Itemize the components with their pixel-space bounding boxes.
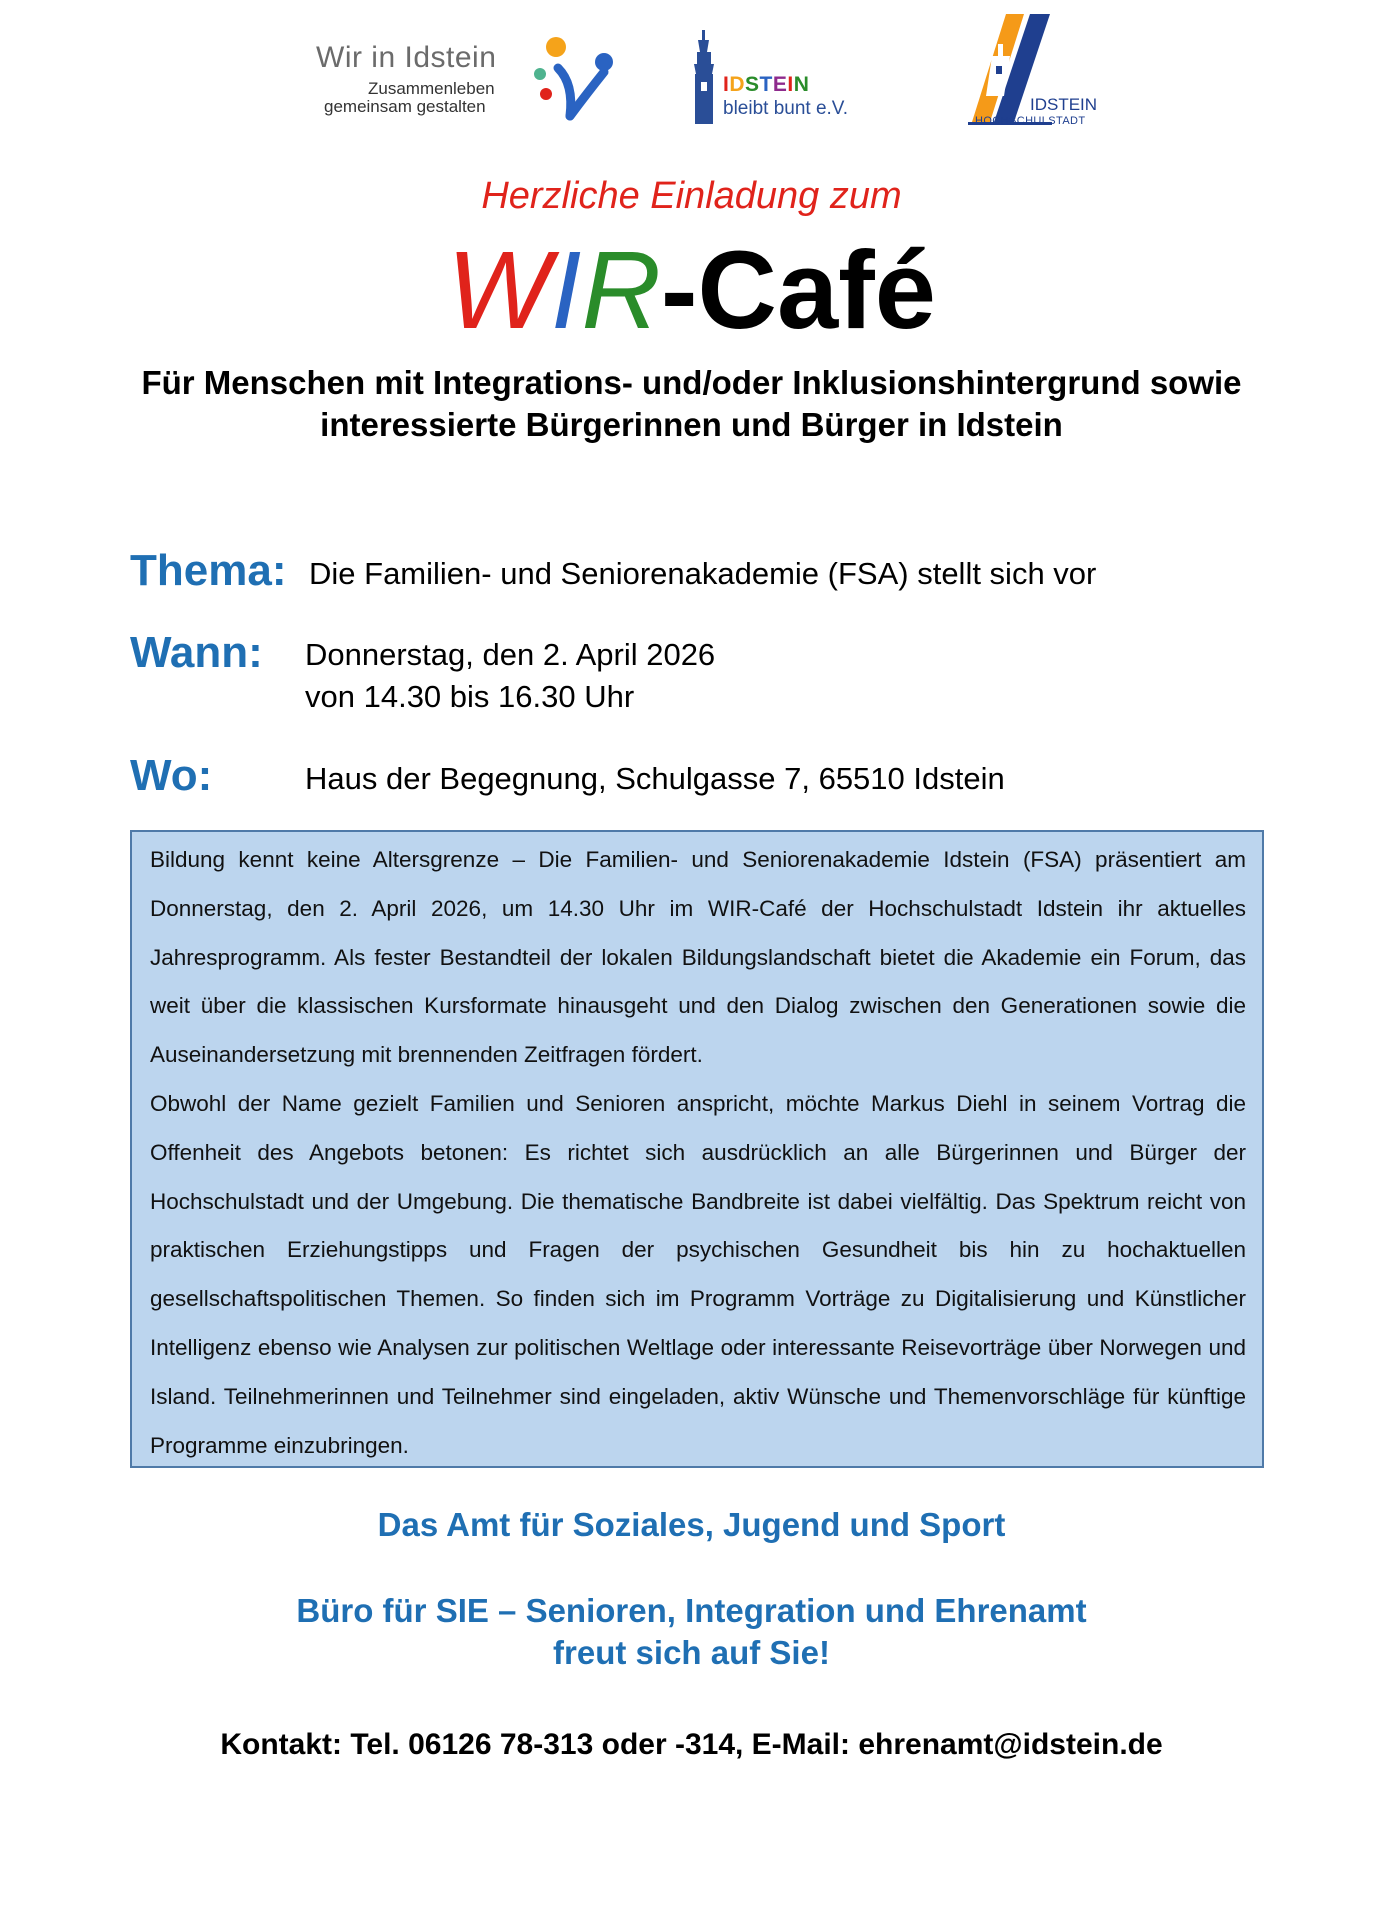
invitation-heading: Herzliche Einladung zum	[481, 175, 902, 217]
logo-wir-in-idstein-name: Wir in Idstein	[316, 41, 497, 74]
title-cafe: -Café	[660, 229, 936, 352]
wann-date: Donnerstag, den 2. April 2026	[305, 637, 716, 672]
title-letter-w: W	[447, 229, 551, 352]
audience-text: Für Menschen mit Integrations- und/oder Inklusionshintergrund sowie interessierte Bürgerinnen und Bürger in Idstein	[141, 364, 1242, 443]
wir-cafe-title	[0, 226, 1383, 356]
logo-wir-in-idstein	[316, 36, 616, 126]
wann-value	[305, 634, 715, 718]
logo-wir-in-idstein-line2: gemeinsam gestalten	[324, 97, 486, 116]
thema-label: Thema:	[130, 546, 287, 595]
logo-idstein-bleibt-bunt-name: IDSTEIN	[723, 73, 810, 96]
logo-idstein-hochschulstadt-name: IDSTEIN	[1030, 95, 1098, 114]
logo-wir-in-idstein-line1: Zusammenleben	[368, 79, 495, 98]
description-box	[130, 830, 1264, 1468]
logo-idstein-hochschulstadt	[948, 14, 1108, 129]
wo-label: Wo:	[130, 751, 213, 800]
bureau-text	[0, 1590, 1383, 1674]
title-letter-r: R	[581, 229, 661, 352]
office-name: Das Amt für Soziales, Jugend und Sport	[377, 1506, 1006, 1543]
thema-value: Die Familien- und Seniorenakademie (FSA) stellt sich vor	[309, 556, 1097, 591]
wann-label: Wann:	[130, 628, 263, 677]
bureau-line-2: freut sich auf Sie!	[553, 1634, 830, 1671]
wo-value: Haus der Begegnung, Schulgasse 7, 65510 Idstein	[305, 761, 1005, 796]
logo-idstein-hochschulstadt-line2: HOCHSCHULSTADT	[975, 115, 1086, 127]
title-letter-i: I	[550, 229, 582, 352]
contact-line: Kontakt: Tel. 06126 78-313 oder -314, E-Mail: ehrenamt@idstein.de	[220, 1728, 1163, 1761]
people-symbol-icon	[534, 36, 614, 126]
bureau-line-1: Büro für SIE – Senioren, Integration und Ehrenamt	[296, 1592, 1087, 1629]
wann-time: von 14.30 bis 16.30 Uhr	[305, 679, 635, 714]
description-paragraph-2: Obwohl der Name gezielt Familien und Senioren anspricht, möchte Markus Diehl in seinem Vortrag die Offenheit des Angebots betonen: Es richtet sich ausdrücklich an alle Bürgerinnen und Bürger der Hochschulstadt und der Umgebung. Die thematische Bandbreite ist dabei vielfältig. Das Spektrum reicht von praktischen Erziehungstipps und Fragen der psychischen Gesundheit bis hin zu hochaktuellen gesellschaftspolitischen Themen. So finden sich im Programm Vorträge zu Digitalisierung und Künstlicher Intelligenz ebenso wie Analysen zur politischen Weltlage oder interessante Reisevorträge über Norwegen und Island. Teilnehmerinnen und Teilnehmer sind eingeladen, aktiv Wünsche und Themenvorschläge für künftige Programme einzubringen.	[150, 1090, 1246, 1458]
logo-idstein-bleibt-bunt-line2: bleibt bunt e.V.	[723, 98, 849, 119]
tower-icon	[690, 30, 720, 126]
description-paragraph-1: Bildung kennt keine Altersgrenze – Die Familien- und Seniorenakademie Idstein (FSA) präsentiert am Donnerstag, den 2. April 2026, um 14.30 Uhr im WIR-Café der Hochschulstadt Idstein ihr aktuelles Jahresprogramm. Als fester Bestandteil der lokalen Bildungslandschaft bietet die Akademie ein Forum, das weit über die klassischen Kursformate hinausgeht und den Dialog zwischen den Generationen sowie die Auseinandersetzung mit brennenden Zeitfragen fördert.	[150, 847, 1246, 1068]
logo-idstein-bleibt-bunt	[690, 30, 870, 126]
